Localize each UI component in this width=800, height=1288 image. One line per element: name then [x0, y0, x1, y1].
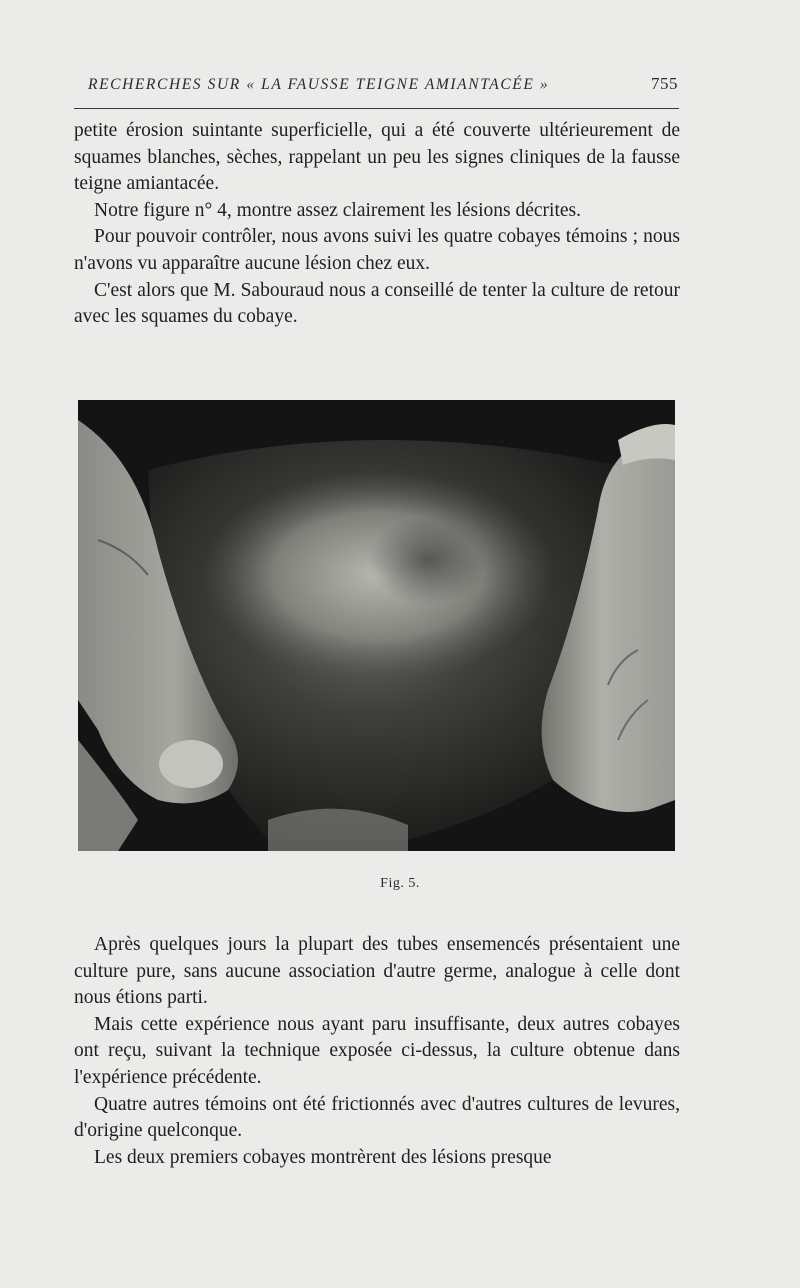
paragraph: Notre figure n° 4, montre assez clairement les lésions décrites. [94, 199, 582, 221]
text-block-bottom [74, 932, 680, 1171]
running-head [88, 74, 678, 98]
page-number: 755 [651, 74, 678, 93]
paragraph: Les deux premiers cobayes montrèrent des lésions presque [94, 1146, 552, 1168]
figure-photograph [78, 400, 675, 851]
paragraph: Mais cette expérience nous ayant paru insuffisante, deux autres cobayes ont reçu, suivant la technique exposée ci-dessus, la culture obtenue dans l'expérience précédente. [74, 1013, 680, 1088]
paragraph: Quatre autres témoins ont été frictionnés avec d'autres cultures de levures, d'origine quelconque. [74, 1093, 680, 1142]
text-block-top [74, 118, 680, 331]
paragraph: Après quelques jours la plupart des tubes ensemencés présentaient une culture pure, sans aucune association d'autre germe, analogue à celle dont nous étions parti. [74, 934, 680, 1009]
paragraph: Pour pouvoir contrôler, nous avons suivi les quatre cobayes témoins ; nous n'avons vu apparaître aucune lésion chez eux. [74, 226, 680, 274]
figure-caption: Fig. 5. [380, 876, 420, 891]
paragraph: petite érosion suintante superficielle, qui a été couverte ultérieurement de squames blanches, sèches, rappelant un peu les signes cliniques de la fausse teigne amiantacée. [74, 120, 680, 195]
running-head-title: RECHERCHES SUR « LA FAUSSE TEIGNE AMIANTACÉE » [88, 76, 550, 93]
guinea-pig-lesion-photo [78, 400, 675, 851]
header-rule [74, 108, 679, 109]
paragraph: C'est alors que M. Sabouraud nous a conseillé de tenter la culture de retour avec les squames du cobaye. [74, 279, 680, 328]
